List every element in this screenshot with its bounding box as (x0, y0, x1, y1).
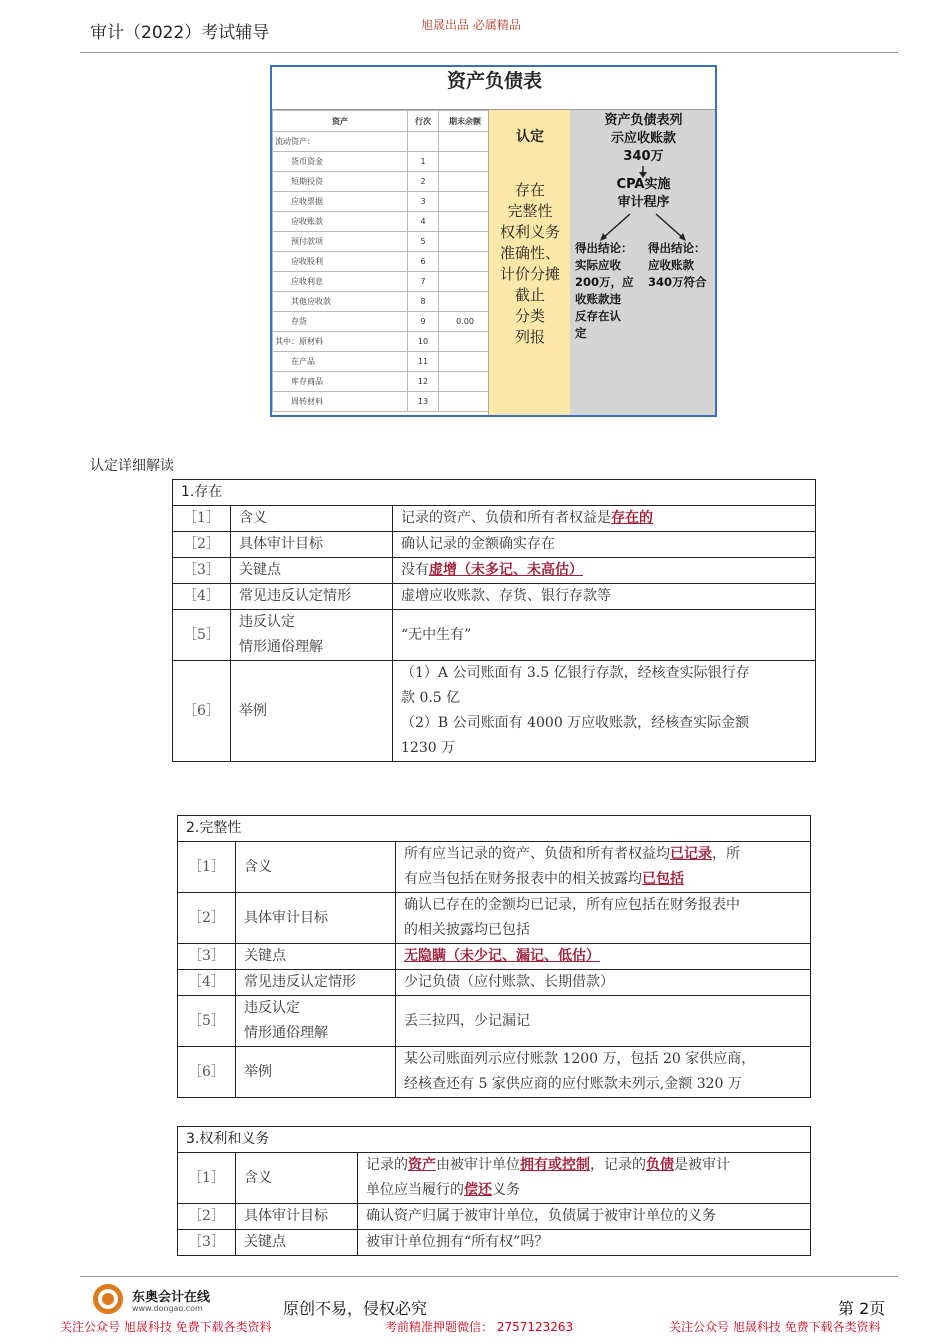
assertion-item: 分类 (514, 307, 545, 325)
row-index: ［1］ (178, 842, 236, 893)
table-row (173, 532, 816, 558)
balance-sheet-table (272, 110, 492, 412)
row-line: 2 (408, 172, 439, 192)
row-value (439, 252, 492, 272)
row-content: 少记负债（应付账款、长期借款） (396, 970, 811, 996)
column-header-line: 行次 (408, 111, 439, 132)
row-value (439, 372, 492, 392)
row-line: 9 (408, 312, 439, 332)
flow-line: 340万符合 (648, 275, 707, 289)
row-value (439, 272, 492, 292)
row-label: 举例 (236, 1047, 396, 1098)
row-content (393, 661, 816, 762)
arrow-left-line (603, 214, 630, 238)
row-line: 11 (408, 352, 439, 372)
row-name: 应收利息 (273, 272, 408, 292)
row-value (439, 332, 492, 352)
balance-sheet-row (273, 352, 492, 372)
flow-procedure-text (570, 176, 717, 212)
flow-line: 资产负债表列 (604, 113, 683, 128)
content-text: 所有应当记录的资产、负债和所有者权益均 (404, 846, 670, 862)
row-value (439, 292, 492, 312)
row-content (396, 893, 811, 944)
label-line: 违反认定 (244, 1000, 300, 1016)
flow-line: 200万，应 (575, 275, 634, 289)
balance-sheet-row (273, 312, 492, 332)
column-header-balance: 期末余额 (439, 111, 492, 132)
assertions-heading: 认定 (516, 129, 544, 145)
table-caption: 3.权利和义务 (178, 1127, 811, 1153)
highlight-text: 已记录 (670, 846, 712, 862)
row-name: 其他应收款 (273, 292, 408, 312)
flow-conclusion-left (575, 240, 647, 342)
row-content: 虚增应收账款、存货、银行存款等 (393, 584, 816, 610)
row-line: 13 (408, 392, 439, 412)
row-name: 库存商品 (273, 372, 408, 392)
flow-line: 应收账款 (648, 258, 694, 272)
row-line: 8 (408, 292, 439, 312)
balance-sheet-figure (270, 65, 717, 417)
row-value (439, 212, 492, 232)
flow-line: 实际应收 (575, 258, 621, 272)
row-content: “无中生有” (393, 610, 816, 661)
row-label: 具体审计目标 (231, 532, 393, 558)
table-caption-row (178, 816, 811, 842)
highlight-text: 已包括 (642, 871, 684, 887)
row-line (408, 132, 439, 152)
table-row (173, 506, 816, 532)
row-value (439, 392, 492, 412)
assertions-panel (488, 110, 572, 415)
content-line: 的相关披露均已包括 (404, 922, 530, 938)
row-index: ［5］ (178, 996, 236, 1047)
balance-sheet-header-row (273, 111, 492, 132)
row-index: ［3］ (178, 1230, 236, 1256)
highlight-text: 无隐瞒（未少记、漏记、低估） (404, 948, 600, 964)
row-content: 确认资产归属于被审计单位，负债属于被审计单位的义务 (358, 1204, 811, 1230)
logo-url: www.dongao.com (132, 1304, 203, 1313)
row-label: 含义 (236, 842, 396, 893)
header-tagline: 旭晟出品 必属精品 (421, 18, 521, 32)
row-label: 常见违反认定情形 (231, 584, 393, 610)
content-line: 款 0.5 亿 (401, 690, 461, 706)
arrow-right-line (656, 214, 683, 238)
table-row (173, 610, 816, 661)
row-value (439, 192, 492, 212)
table-row (178, 944, 811, 970)
table-caption-row (173, 480, 816, 506)
flow-line: 反存在认 (575, 309, 621, 323)
row-content: 被审计单位拥有“所有权”吗？ (358, 1230, 811, 1256)
row-value (439, 152, 492, 172)
content-line: 经核查还有 5 家供应商的应付账款未列示,金额 320 万 (404, 1076, 742, 1092)
row-name: 在产品 (273, 352, 408, 372)
flow-line: 审计程序 (617, 195, 670, 210)
header-divider (80, 52, 898, 53)
row-name: 其中：原材料 (273, 332, 408, 352)
content-text: 记录的 (366, 1157, 408, 1173)
highlight-text: 虚增（未多记、未高估） (429, 562, 583, 578)
row-index: ［2］ (178, 1204, 236, 1230)
content-text: 义务 (492, 1182, 520, 1198)
assertion-item: 权利义务 (499, 223, 560, 241)
balance-sheet-row (273, 132, 492, 152)
table-caption: 2.完整性 (178, 816, 811, 842)
row-name: 周转材料 (273, 392, 408, 412)
footer-note-left: 关注公众号 旭晟科技 免费下载各类资料 (60, 1320, 272, 1334)
row-index: ［3］ (178, 944, 236, 970)
assertion-item: 存在 (514, 181, 545, 199)
assertion-table-completeness (177, 815, 811, 1098)
row-content (396, 1047, 811, 1098)
table-row (178, 842, 811, 893)
content-line: 某公司账面列示应付账款 1200 万，包括 20 家供应商， (404, 1051, 756, 1067)
table-row (173, 558, 816, 584)
flow-line: 定 (575, 326, 587, 340)
content-line: 确认已存在的金额均已记录，所有应包括在财务报表中 (404, 897, 740, 913)
row-index: ［2］ (178, 893, 236, 944)
content-line: （1）A 公司账面有 3.5 亿银行存款，经核查实际银行存 (401, 665, 750, 681)
content-text: 是被审计 (674, 1157, 730, 1173)
row-index: ［4］ (178, 970, 236, 996)
table-row (178, 1047, 811, 1098)
assertion-table-rights-obligations (177, 1126, 811, 1256)
row-line: 4 (408, 212, 439, 232)
highlight-text: 资产 (408, 1157, 436, 1173)
balance-sheet-row (273, 192, 492, 212)
footer-note-middle: 考前精准押题微信： 2757123263 (385, 1320, 574, 1334)
table-row (178, 1153, 811, 1204)
assertion-item: 截止 (514, 286, 545, 304)
footer-divider (80, 1276, 898, 1277)
row-label: 关键点 (236, 944, 396, 970)
content-text: 记录的资产、负债和所有者权益是 (401, 510, 611, 526)
document-header-title: 审计（2022）考试辅导 (90, 23, 270, 43)
row-value (439, 352, 492, 372)
figure-title: 资产负债表 (272, 67, 717, 110)
flow-line: 收账款违 (575, 292, 621, 306)
row-index: ［5］ (173, 610, 231, 661)
balance-sheet-row (273, 212, 492, 232)
dongao-logo (88, 1282, 238, 1322)
row-name: 存货 (273, 312, 408, 332)
row-index: ［6］ (178, 1047, 236, 1098)
row-name: 应收账款 (273, 212, 408, 232)
content-text: ，记录的 (590, 1157, 646, 1173)
row-label: 具体审计目标 (236, 893, 396, 944)
row-label: 关键点 (236, 1230, 358, 1256)
row-name: 预付款项 (273, 232, 408, 252)
row-label: 含义 (231, 506, 393, 532)
row-index: ［2］ (173, 532, 231, 558)
label-line: 违反认定 (239, 614, 295, 630)
row-content (396, 944, 811, 970)
highlight-text: 存在的 (611, 510, 653, 526)
audit-flow-panel (570, 110, 717, 415)
assertion-item: 准确性、 (499, 244, 560, 262)
row-content (393, 558, 816, 584)
row-name: 货币资金 (273, 152, 408, 172)
highlight-text: 偿还 (464, 1182, 492, 1198)
assertion-item: 列报 (514, 328, 545, 346)
content-text: 由被审计单位 (436, 1157, 520, 1173)
row-content (393, 506, 816, 532)
table-row (178, 1230, 811, 1256)
flow-line: 得出结论： (648, 241, 706, 255)
footer-motto: 原创不易，侵权必究 (283, 1299, 428, 1318)
table-row (178, 1204, 811, 1230)
row-line: 3 (408, 192, 439, 212)
page-number: 第 2页 (838, 1299, 886, 1318)
row-index: ［4］ (173, 584, 231, 610)
row-label (236, 996, 396, 1047)
row-content (358, 1153, 811, 1204)
highlight-text: 负债 (646, 1157, 674, 1173)
row-value (439, 132, 492, 152)
footer-note-right: 关注公众号 旭晟科技 免费下载各类资料 (669, 1320, 881, 1334)
balance-sheet-row (273, 152, 492, 172)
highlight-text: 拥有或控制 (520, 1157, 590, 1173)
flow-line: CPA实施 (616, 177, 671, 192)
flow-line: 示应收账款 (610, 131, 676, 146)
content-line (366, 1153, 802, 1178)
balance-sheet-row (273, 332, 492, 352)
row-line: 1 (408, 152, 439, 172)
label-line: 情形通俗理解 (244, 1025, 328, 1041)
row-value (439, 172, 492, 192)
flow-conclusion-right (648, 240, 717, 291)
table-row (178, 970, 811, 996)
content-text: 单位应当履行的 (366, 1182, 464, 1198)
column-header-asset: 资产 (273, 111, 408, 132)
assertions-list (489, 180, 571, 348)
row-name: 短期投资 (273, 172, 408, 192)
assertion-table-existence (172, 479, 816, 762)
balance-sheet-row (273, 232, 492, 252)
row-label: 常见违反认定情形 (236, 970, 396, 996)
row-name: 应收票据 (273, 192, 408, 212)
balance-sheet-row (273, 392, 492, 412)
row-line: 7 (408, 272, 439, 292)
balance-sheet-row (273, 172, 492, 192)
content-text: 没有 (401, 562, 429, 578)
row-name: 流动资产： (273, 132, 408, 152)
content-line (404, 867, 802, 892)
assertion-item: 计价分摊 (499, 265, 560, 283)
row-name: 应收股利 (273, 252, 408, 272)
section-label: 认定详细解读 (90, 458, 174, 474)
table-row (178, 996, 811, 1047)
row-line: 5 (408, 232, 439, 252)
row-line: 10 (408, 332, 439, 352)
content-line (404, 842, 802, 867)
table-row (173, 584, 816, 610)
balance-sheet-row (273, 252, 492, 272)
content-line (366, 1178, 802, 1203)
row-label: 举例 (231, 661, 393, 762)
row-index: ［6］ (173, 661, 231, 762)
balance-sheet-row (273, 292, 492, 312)
assertion-item: 完整性 (507, 202, 553, 220)
row-content: 确认记录的金额确实存在 (393, 532, 816, 558)
content-text: ，所 (712, 846, 740, 862)
balance-sheet-row (273, 372, 492, 392)
row-label: 含义 (236, 1153, 358, 1204)
content-text: 有应当包括在财务报表中的相关披露均 (404, 871, 642, 887)
row-value (439, 232, 492, 252)
row-index: ［1］ (173, 506, 231, 532)
row-index: ［1］ (178, 1153, 236, 1204)
flow-start-text (570, 112, 717, 166)
table-row (173, 661, 816, 762)
flow-line: 340万 (623, 149, 664, 164)
logo-name: 东奥会计在线 (132, 1290, 211, 1305)
row-line: 12 (408, 372, 439, 392)
row-index: ［3］ (173, 558, 231, 584)
content-line: （2）B 公司账面有 4000 万应收账款，经核查实际金额 (401, 715, 750, 731)
logo-dot-icon (102, 1293, 114, 1305)
row-content: 丢三拉四，少记漏记 (396, 996, 811, 1047)
row-value: 0.00 (439, 312, 492, 332)
table-caption-row (178, 1127, 811, 1153)
balance-sheet-row (273, 272, 492, 292)
row-label (231, 610, 393, 661)
row-label: 具体审计目标 (236, 1204, 358, 1230)
row-label: 关键点 (231, 558, 393, 584)
label-line: 情形通俗理解 (239, 639, 323, 655)
row-line: 6 (408, 252, 439, 272)
row-content (396, 842, 811, 893)
content-line: 1230 万 (401, 740, 456, 756)
flow-line: 得出结论： (575, 241, 633, 255)
table-caption: 1.存在 (173, 480, 816, 506)
table-row (178, 893, 811, 944)
